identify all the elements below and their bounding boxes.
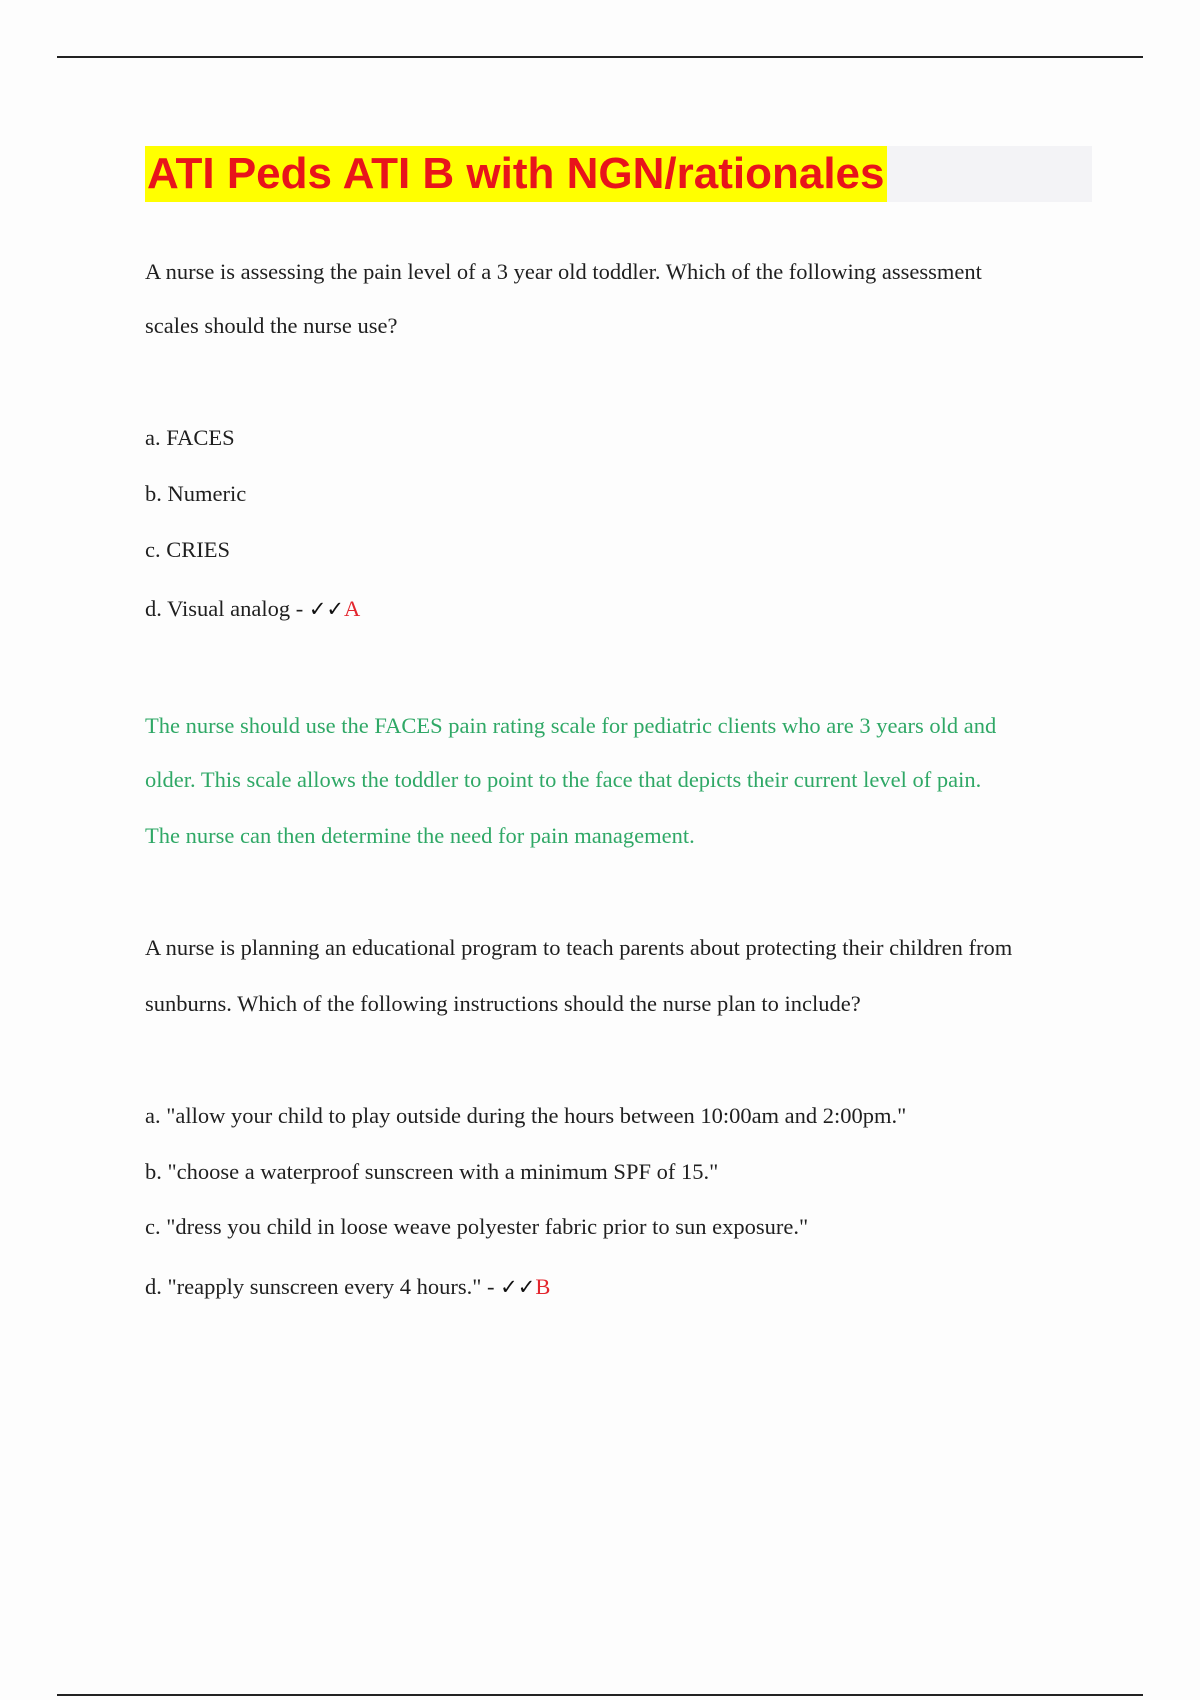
question-1-stem-line-2: scales should the nurse use? [145, 313, 398, 338]
checkmark-icon: ✓✓ [308, 597, 345, 621]
question-1-option-d-row [145, 595, 360, 623]
question-1-option-c: c. CRIES [145, 537, 231, 562]
question-2-option-a: a. "allow your child to play outside during the hours between 10:00am and 2:00pm." [145, 1103, 907, 1128]
question-1-option-b: b. Numeric [145, 481, 247, 506]
question-2-option-c: c. "dress you child in loose weave polyester fabric prior to sun exposure." [145, 1214, 809, 1239]
question-1-stem-line-1: A nurse is assessing the pain level of a 3 year old toddler. Which of the following assessment [145, 259, 982, 284]
question-1-rationale-line-1: The nurse should use the FACES pain rating scale for pediatric clients who are 3 years old and [145, 713, 997, 738]
question-2-answer: B [535, 1274, 551, 1299]
question-2-option-d: d. "reapply sunscreen every 4 hours." - [145, 1274, 501, 1299]
bottom-rule [57, 1694, 1143, 1696]
checkmark-icon: ✓✓ [500, 1275, 536, 1299]
question-1-option-d: d. Visual analog - [145, 596, 309, 621]
question-1-rationale-line-2: older. This scale allows the toddler to point to the face that depicts their current level of pain. [145, 767, 982, 792]
question-1-rationale-line-3: The nurse can then determine the need for pain management. [145, 823, 695, 848]
document-title: ATI Peds ATI B with NGN/rationales [145, 146, 887, 202]
question-2-stem-line-1: A nurse is planning an educational program to teach parents about protecting their children from [145, 935, 1013, 960]
question-2-stem-line-2: sunburns. Which of the following instructions should the nurse plan to include? [145, 991, 861, 1016]
question-1-answer: A [344, 596, 361, 621]
question-2-option-b: b. "choose a waterproof sunscreen with a minimum SPF of 15." [145, 1159, 719, 1184]
question-1-option-a: a. FACES [145, 425, 235, 450]
question-2-option-d-row [145, 1273, 550, 1301]
top-rule [57, 56, 1143, 58]
